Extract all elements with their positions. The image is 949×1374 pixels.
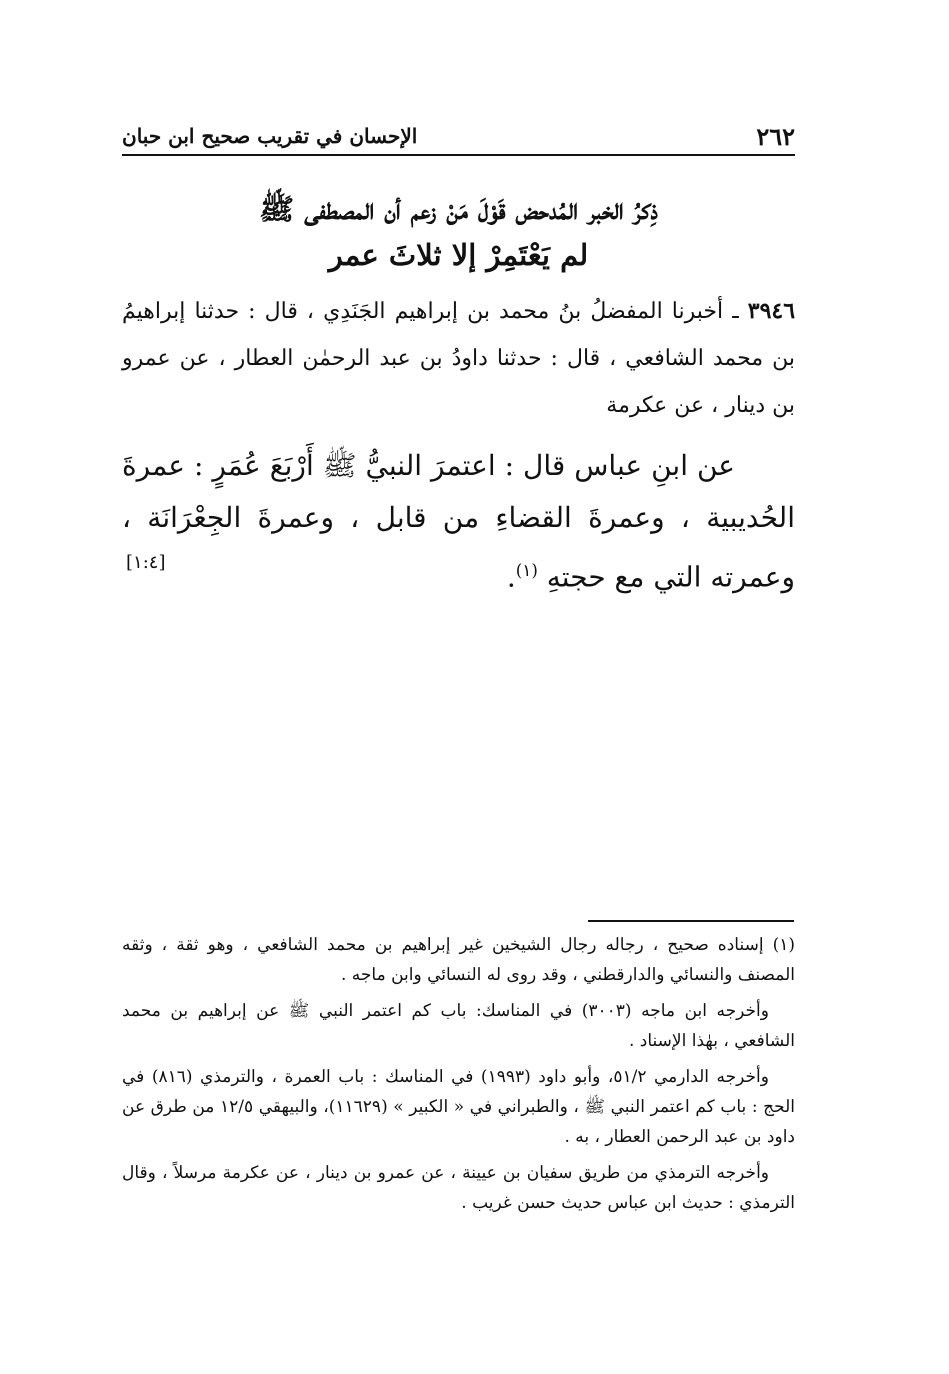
footnote-1: (١) إسناده صحيح ، رجاله رجال الشيخين غير إبراهيم بن محمد الشافعي ، وهو ثقة ، وثقه المصنف والنسائي والدارقطني ، وقد روى له النسائي وابن ماجه .: [122, 935, 795, 985]
chapter-heading-line-2: لم يَعْتَمِرْ إلا ثلاثَ عمر: [328, 238, 589, 272]
hadith-number: ٣٩٤٦: [747, 298, 796, 324]
chapter-heading-line-1: ذِكرُ الخبر المُدحض قَوْلَ مَنْ زعم أن المصطفى ﷺ: [259, 192, 658, 226]
footnotes: [122, 930, 795, 1224]
matn-text: الحُديبية ، وعمرةَ القضاءِ من قابل ، وعمرةَ الجِعْرَانَة ، وعمرته التي مع حجتهِ: [122, 501, 795, 594]
page-number: ٢٦٢: [756, 122, 795, 151]
chapter-heading: [122, 186, 795, 278]
book-title: الإحسان في تقريب صحيح ابن حبان: [122, 124, 418, 148]
hadith-isnad: [122, 288, 795, 429]
footnote-marker: (١): [515, 560, 538, 580]
running-head: [122, 118, 795, 158]
footnote-4: وأخرجه الترمذي من طريق سفيان بن عيينة ، عن عمرو بن دينار ، عن عكرمة مرسلاً ، وقال الترمذي : حديث ابن عباس حديث حسن غريب .: [122, 1163, 795, 1213]
matn-opening: عن ابنِ عباس قال : اعتمرَ النبيُّ ﷺ أَرْبَعَ عُمَرٍ : عمرةَ: [122, 449, 735, 482]
hadith-matn: [122, 440, 795, 603]
footnote-2: وأخرجه ابن ماجه (٣٠٠٣) في المناسك: باب كم اعتمر النبي ﷺ عن إبراهيم بن محمد الشافعي ، بهٰذا الإسناد .: [122, 1001, 795, 1051]
footnote-separator: [588, 920, 794, 922]
footnote-3: وأخرجه الدارمي ٥١/٢، وأبو داود (١٩٩٣) في المناسك : باب العمرة ، والترمذي (٨١٦) في الحج : باب كم اعتمر النبي ﷺ ، والطبراني في « الكبير » (١١٦٢٩)، والبيهقي ١٢/٥ من طرق عن داود بن عبد الرحمن العطار ، به .: [122, 1067, 796, 1147]
isnad-text: ـ أخبرنا المفضلُ بنُ محمد بن إبراهيم الجَنَدِي ، قال : حدثنا إبراهيمُ بن محمد الشافعي ، قال : حدثنا داودُ بن عبد الرحمٰن العطار ، عن عمرو بن دينار ، عن عكرمة: [122, 299, 795, 418]
matn-period: .: [506, 560, 516, 594]
header-rule: [122, 154, 795, 156]
reference-tag: [١:٤]: [126, 552, 166, 573]
